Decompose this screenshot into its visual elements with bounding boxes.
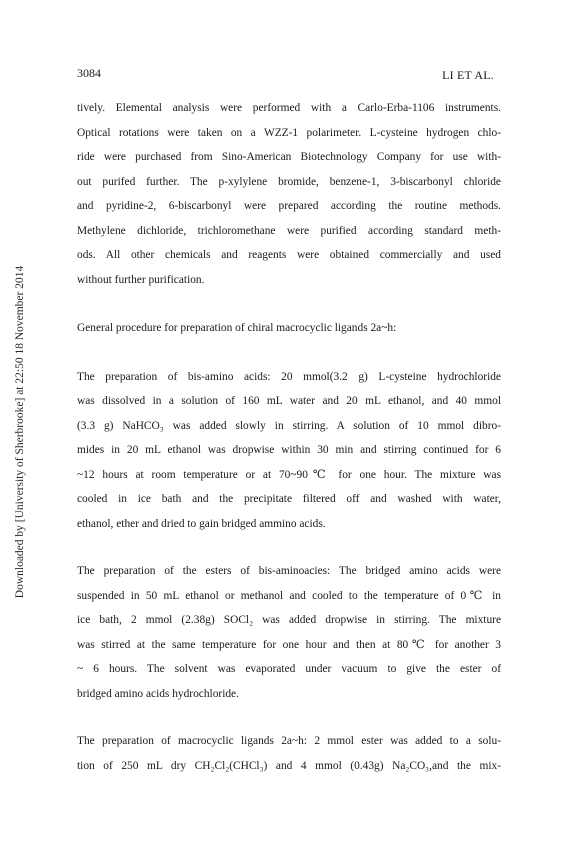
paragraph-esters <box>77 559 501 706</box>
text-line: mides in 20 mL ethanol was dropwise within 30 min and stirring continued for 6 <box>77 444 501 456</box>
text-line: Optical rotations were taken on a WZZ-1 polarimeter. L-cysteine hydrogen chlo- <box>77 126 501 139</box>
paragraph-bis-amino-acids <box>77 365 501 537</box>
text-line: The preparation of bis-amino acids: 20 mmol(3.2 g) L-cysteine hydrochloride <box>77 370 501 383</box>
text-line: The preparation of the esters of bis-aminoacies: The bridged amino acids were <box>77 565 501 577</box>
text-line: Methylene dichloride, trichloromethane were purified according standard meth- <box>77 224 501 237</box>
text-line: was stirred at the same temperature for one hour and then at 80℃ for another 3 <box>77 638 501 651</box>
text-line: was dissolved in a solution of 160 mL water and 20 mL ethanol, and 40 mmol <box>77 395 501 407</box>
download-watermark: Downloaded by [University of Sherbrooke] at 22:50 18 November 2014 <box>14 265 26 599</box>
page-number: 3084 <box>77 66 101 80</box>
body-text <box>77 96 501 778</box>
text-line: out purifed further. The p-xylylene bromide, benzene-1, 3-biscarbonyl chloride <box>77 175 501 188</box>
text-line: tion of 250 mL dry CH₂Cl₂(CHCl₃) and 4 mmol (0.43g) Na₂CO₃,and the mix- <box>77 759 501 772</box>
paragraph-macrocyclic-ligands <box>77 729 501 778</box>
text-line: ods. All other chemicals and reagents were obtained commercially and used <box>77 249 501 261</box>
text-line: suspended in 50 mL ethanol or methanol and cooled to the temperature of 0℃ in <box>77 589 501 602</box>
text-line: tively. Elemental analysis were performed with a Carlo-Erba-1106 instruments. <box>77 102 501 114</box>
text-line: (3.3 g) NaHCO₃ was added slowly in stirring. A solution of 10 mmol dibro- <box>77 419 501 432</box>
text-line: The preparation of macrocyclic ligands 2a~h: 2 mmol ester was added to a solu- <box>77 735 501 747</box>
text-line: ethanol, ether and dried to gain bridged ammino acids. <box>77 517 326 530</box>
running-head-authors: LI ET AL. <box>442 68 494 82</box>
text-line: ~12 hours at room temperature or at 70~90℃ for one hour. The mixture was <box>77 468 501 481</box>
text-line: General procedure for preparation of chiral macrocyclic ligands 2a~h: <box>77 322 397 334</box>
text-line: cooled in ice bath and the precipitate filtered off and washed with water, <box>77 493 501 505</box>
text-line: ride were purchased from Sino-American Biotechnology Company for use with- <box>77 151 501 163</box>
text-line: ~ 6 hours. The solvent was evaporated under vacuum to give the ester of <box>77 663 501 675</box>
text-line: ice bath, 2 mmol (2.38g) SOCl₂ was added dropwise in stirring. The mixture <box>77 614 501 626</box>
paragraph-general-procedure <box>77 316 501 341</box>
text-line: and pyridine-2, 6-biscarbonyl were prepared according the routine methods. <box>77 200 501 212</box>
text-line: bridged amino acids hydrochloride. <box>77 687 239 700</box>
text-line: without further purification. <box>77 273 205 286</box>
paragraph-experimental <box>77 96 501 292</box>
